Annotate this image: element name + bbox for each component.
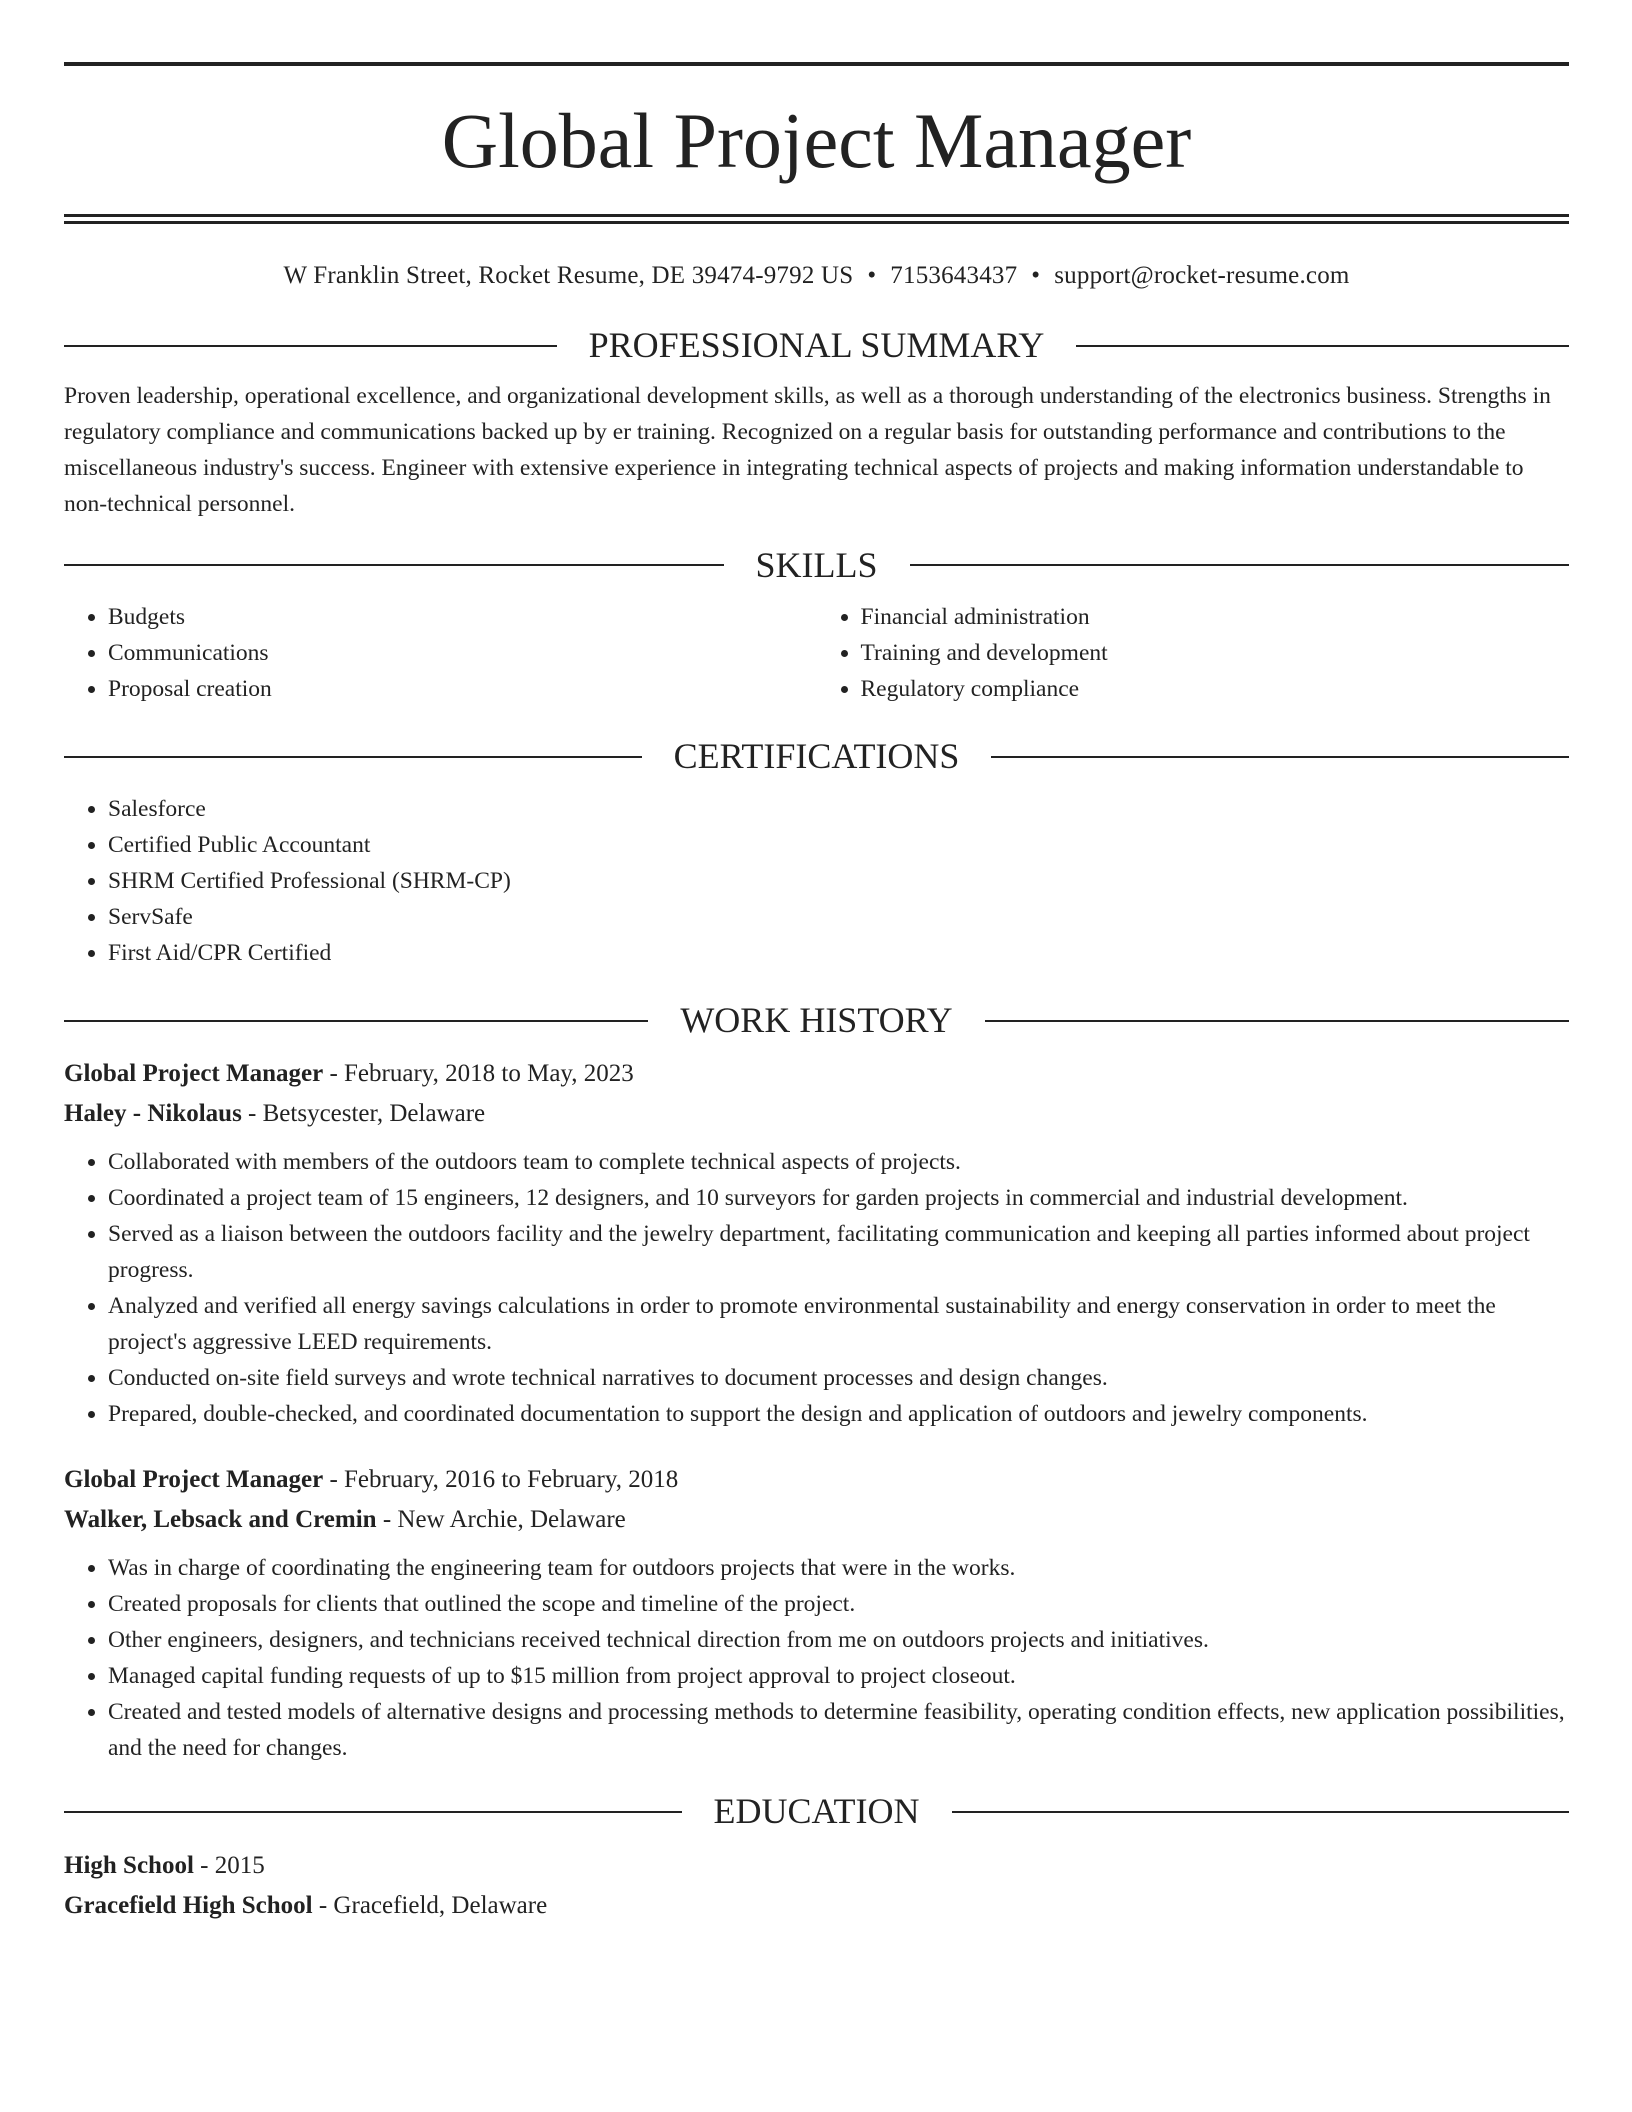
job-location: - Betsycester, Delaware bbox=[241, 1100, 486, 1128]
education-location: - Gracefield, Delaware bbox=[312, 1891, 548, 1919]
job-dates: - February, 2018 to May, 2023 bbox=[323, 1060, 634, 1088]
certification-item: • Certified Public Accountant bbox=[108, 827, 1569, 863]
job-bullet: • Created and tested models of alternative designs and processing methods to determine feasibility, operating condition effects, new application possibilities, and the need for changes. bbox=[108, 1694, 1569, 1766]
job-bullet: • Prepared, double-checked, and coordinated documentation to support the design and application of outdoors and jewelry components. bbox=[108, 1396, 1569, 1432]
top-rule bbox=[64, 62, 1569, 66]
education-degree: High School bbox=[64, 1851, 194, 1879]
skill-item: • Financial administration bbox=[861, 599, 1570, 635]
certification-item: • First Aid/CPR Certified bbox=[108, 935, 1569, 971]
skills-column-left bbox=[64, 599, 817, 707]
contact-line bbox=[64, 262, 1569, 290]
certification-item: • ServSafe bbox=[108, 899, 1569, 935]
education-school-line bbox=[64, 1886, 1569, 1926]
education-year: - 2015 bbox=[193, 1851, 265, 1879]
education-school: Gracefield High School bbox=[64, 1891, 313, 1919]
job-location: - New Archie, Delaware bbox=[376, 1506, 626, 1534]
contact-separator: • bbox=[867, 262, 877, 289]
skill-item: • Communications bbox=[108, 635, 817, 671]
skill-item: • Regulatory compliance bbox=[861, 671, 1570, 707]
job-title: Global Project Manager bbox=[64, 1466, 324, 1494]
section-rule bbox=[64, 756, 642, 758]
job-bullet: • Coordinated a project team of 15 engineers, 12 designers, and 10 surveyors for garden projects in commercial and industrial development. bbox=[108, 1180, 1569, 1216]
skills-list bbox=[64, 599, 1569, 707]
job-bullet: • Other engineers, designers, and technicians received technical direction from me on outdoors projects and initiatives. bbox=[108, 1622, 1569, 1658]
skill-item: • Training and development bbox=[861, 635, 1570, 671]
section-rule bbox=[1076, 345, 1569, 347]
contact-phone: 7153643437 bbox=[890, 262, 1018, 289]
section-header-work bbox=[64, 1001, 1569, 1041]
section-rule bbox=[64, 345, 557, 347]
section-header-certifications bbox=[64, 737, 1569, 777]
certification-item: • Salesforce bbox=[108, 791, 1569, 827]
certifications-list bbox=[64, 791, 1569, 971]
resume-page bbox=[64, 62, 1569, 1926]
skill-item: • Proposal creation bbox=[108, 671, 817, 707]
contact-email: support@rocket-resume.com bbox=[1054, 262, 1350, 289]
contact-separator: • bbox=[1031, 262, 1041, 289]
section-rule bbox=[64, 1811, 682, 1813]
skills-column-right bbox=[817, 599, 1570, 707]
job-dates: - February, 2016 to February, 2018 bbox=[323, 1466, 679, 1494]
section-title-work: WORK HISTORY bbox=[680, 999, 953, 1040]
job-bullet: • Analyzed and verified all energy savings calculations in order to promote environmental sustainability and energy conservation in order to meet the project's aggressive LEED requirements. bbox=[108, 1288, 1569, 1360]
education-entry bbox=[64, 1846, 1569, 1926]
section-rule bbox=[64, 564, 724, 566]
job-title-line bbox=[64, 1460, 1569, 1500]
skill-item: • Budgets bbox=[108, 599, 817, 635]
job-bullet: • Created proposals for clients that outlined the scope and timeline of the project. bbox=[108, 1586, 1569, 1622]
job-bullet: • Managed capital funding requests of up to $15 million from project approval to project closeout. bbox=[108, 1658, 1569, 1694]
job-bullet: • Collaborated with members of the outdoors team to complete technical aspects of projects. bbox=[108, 1144, 1569, 1180]
job-bullet: • Was in charge of coordinating the engineering team for outdoors projects that were in the works. bbox=[108, 1550, 1569, 1586]
job-bullets bbox=[64, 1550, 1569, 1766]
section-title-certifications: CERTIFICATIONS bbox=[673, 736, 960, 777]
certification-item: • SHRM Certified Professional (SHRM-CP) bbox=[108, 863, 1569, 899]
job-company: Walker, Lebsack and Cremin bbox=[64, 1506, 377, 1534]
section-title-skills: SKILLS bbox=[755, 544, 878, 585]
section-header-skills bbox=[64, 546, 1569, 586]
section-rule bbox=[64, 1020, 648, 1022]
title-double-rule bbox=[64, 214, 1569, 224]
section-header-summary bbox=[64, 326, 1569, 366]
job-entry bbox=[64, 1054, 1569, 1432]
job-bullet: • Served as a liaison between the outdoors facility and the jewelry department, facilitating communication and keeping all parties informed about project progress. bbox=[108, 1216, 1569, 1288]
section-header-education bbox=[64, 1792, 1569, 1832]
job-company: Haley - Nikolaus bbox=[64, 1100, 242, 1128]
section-rule bbox=[991, 756, 1569, 758]
section-title-summary: PROFESSIONAL SUMMARY bbox=[588, 325, 1045, 365]
job-bullets bbox=[64, 1144, 1569, 1432]
job-bullet: • Conducted on-site field surveys and wrote technical narratives to document processes and design changes. bbox=[108, 1360, 1569, 1396]
summary-text: Proven leadership, operational excellence, and organizational development skills, as well as a thorough understanding of the electronics business. Strengths in regulatory compliance and communications backed up by er training. Recognized on a regular basis for outstanding performance and contributions to the miscellaneous industry's success. Engineer with extensive experience in integrating technical aspects of projects and making information understandable to non-technical personnel. bbox=[64, 382, 1551, 517]
education-degree-line bbox=[64, 1846, 1569, 1886]
job-company-line bbox=[64, 1094, 1569, 1134]
section-rule bbox=[952, 1811, 1570, 1813]
job-company-line bbox=[64, 1500, 1569, 1540]
job-title: Global Project Manager bbox=[64, 1060, 324, 1088]
job-title-line bbox=[64, 1054, 1569, 1094]
contact-address: W Franklin Street, Rocket Resume, DE 39474-9792 US bbox=[283, 262, 854, 289]
section-rule bbox=[985, 1020, 1569, 1022]
page-title: Global Project Manager bbox=[441, 97, 1192, 184]
section-rule bbox=[910, 564, 1570, 566]
job-entry bbox=[64, 1460, 1569, 1766]
section-title-education: EDUCATION bbox=[713, 1791, 920, 1832]
